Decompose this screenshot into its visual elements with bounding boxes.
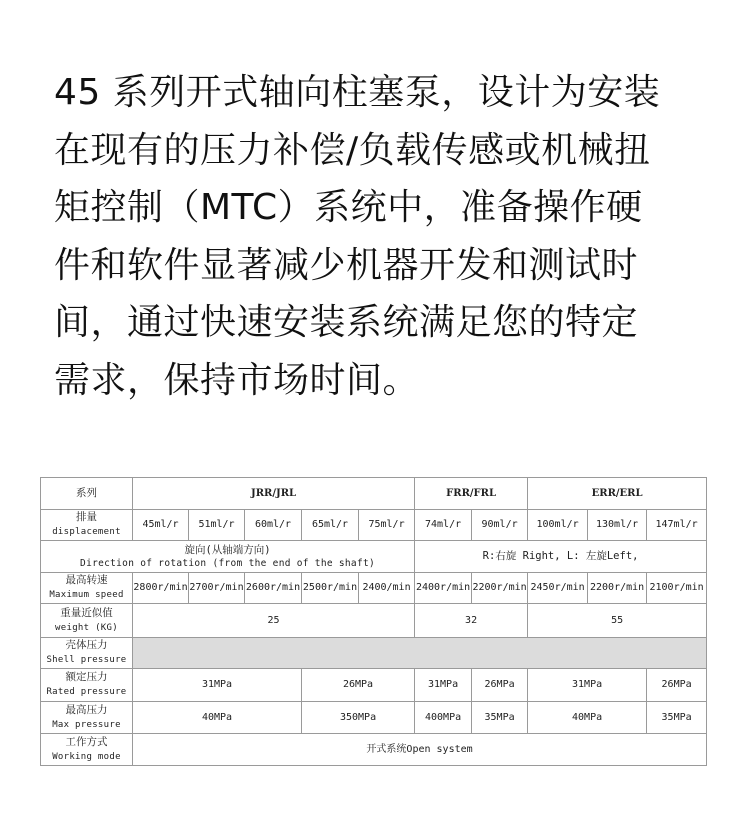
shell-pressure-label: 壳体压力 Shell pressure	[41, 638, 133, 669]
displacement-value: 130ml/r	[588, 510, 647, 541]
working-mode-value: 开式系统Open system	[133, 734, 707, 766]
displacement-value: 51ml/r	[189, 510, 245, 541]
series-frr: FRR/FRL	[415, 478, 528, 510]
row-speed	[41, 573, 707, 604]
row-series	[41, 478, 707, 510]
rated-pressure-value: 31MPa	[133, 669, 302, 702]
row-max-pressure	[41, 702, 707, 734]
intro-line: 45 系列开式轴向柱塞泵，设计为安装	[54, 72, 661, 113]
working-mode-label: 工作方式 Working mode	[41, 734, 133, 766]
speed-value: 2450r/min	[528, 573, 588, 604]
row-working-mode	[41, 734, 707, 766]
displacement-label: 排量 displacement	[41, 510, 133, 541]
max-pressure-value: 35MPa	[472, 702, 528, 734]
rotation-value: R:右旋 Right, L: 左旋Left,	[415, 541, 707, 573]
weight-value: 55	[528, 604, 707, 638]
displacement-value: 90ml/r	[472, 510, 528, 541]
displacement-value: 75ml/r	[359, 510, 415, 541]
max-pressure-value: 40MPa	[133, 702, 302, 734]
intro-paragraph	[54, 64, 714, 410]
displacement-value: 147ml/r	[647, 510, 707, 541]
speed-value: 2800r/min	[133, 573, 189, 604]
intro-line: 需求，保持市场时间。	[54, 359, 420, 401]
weight-label: 重量近似值 weight (KG)	[41, 604, 133, 638]
max-pressure-value: 350MPa	[302, 702, 415, 734]
displacement-value: 65ml/r	[302, 510, 359, 541]
max-pressure-value: 35MPa	[647, 702, 707, 734]
rated-pressure-value: 31MPa	[528, 669, 647, 702]
intro-line: 间，通过快速安装系统满足您的特定	[54, 302, 639, 344]
displacement-value: 100ml/r	[528, 510, 588, 541]
series-label: 系列	[41, 478, 133, 510]
rated-pressure-value: 31MPa	[415, 669, 472, 702]
speed-value: 2200r/min	[588, 573, 647, 604]
spec-table	[40, 477, 707, 766]
shell-pressure-value	[133, 638, 707, 669]
rated-pressure-value: 26MPa	[472, 669, 528, 702]
intro-line: 矩控制（MTC）系统中，准备操作硬	[54, 187, 643, 229]
speed-value: 2100r/min	[647, 573, 707, 604]
max-pressure-value: 40MPa	[528, 702, 647, 734]
weight-value: 32	[415, 604, 528, 638]
displacement-value: 60ml/r	[245, 510, 302, 541]
row-shell-pressure	[41, 638, 707, 669]
speed-value: 2700r/min	[189, 573, 245, 604]
intro-line: 在现有的压力补偿/负载传感或机械扭	[54, 129, 651, 171]
series-err: ERR/ERL	[528, 478, 707, 510]
intro-line: 件和软件显著减少机器开发和测试时	[54, 244, 639, 286]
row-rated-pressure	[41, 669, 707, 702]
series-jrr: JRR/JRL	[133, 478, 415, 510]
rotation-label: 旋向(从轴端方向) Direction of rotation (from the end of the shaft)	[41, 541, 415, 573]
speed-value: 2400/min	[359, 573, 415, 604]
displacement-value: 45ml/r	[133, 510, 189, 541]
speed-value: 2600r/min	[245, 573, 302, 604]
speed-value: 2500r/min	[302, 573, 359, 604]
row-displacement	[41, 510, 707, 541]
rated-pressure-label: 额定压力 Rated pressure	[41, 669, 133, 702]
rated-pressure-value: 26MPa	[647, 669, 707, 702]
displacement-value: 74ml/r	[415, 510, 472, 541]
speed-label: 最高转速 Maximum speed	[41, 573, 133, 604]
speed-value: 2400r/min	[415, 573, 472, 604]
row-weight	[41, 604, 707, 638]
max-pressure-label: 最高压力 Max pressure	[41, 702, 133, 734]
max-pressure-value: 400MPa	[415, 702, 472, 734]
row-rotation	[41, 541, 707, 573]
weight-value: 25	[133, 604, 415, 638]
rated-pressure-value: 26MPa	[302, 669, 415, 702]
speed-value: 2200r/min	[472, 573, 528, 604]
